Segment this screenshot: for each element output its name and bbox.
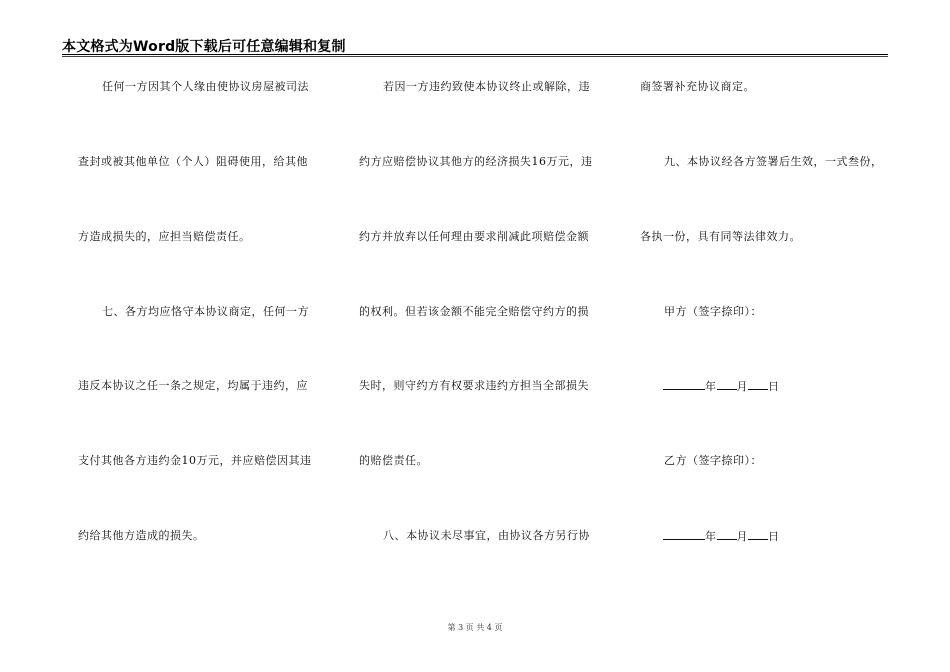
year-blank [663,529,705,540]
text-line: 查封或被其他单位（个人）阻碍使用，给其他 [78,155,308,168]
year-label: 年 [705,380,717,393]
day-blank [748,529,768,540]
text-line: 方造成损失的，应担当赔偿责任。 [78,230,251,243]
text-line: 约给其他方造成的损失。 [78,529,205,542]
text-line: 约方并放弃以任何理由要求削减此项赔偿金额 [359,230,589,243]
month-blank [717,379,737,390]
day-label: 日 [768,530,780,543]
header-divider-thin [62,56,888,57]
text-line: 若因一方违约致使本协议终止或解除，违 [383,80,590,93]
text-line: 约方应赔偿协议其他方的经济损失16万元，违 [359,155,593,168]
text-line: 八、本协议未尽事宜，由协议各方另行协 [383,529,590,542]
day-blank [748,379,768,390]
month-label: 月 [736,380,748,393]
text-line: 的赔偿责任。 [359,454,428,467]
text-line: 各执一份，具有同等法律效力。 [640,230,801,243]
year-label: 年 [705,530,717,543]
party-a-signature-label: 甲方（签字捺印）： [664,305,762,318]
text-line: 违反本协议之任一条之规定，均属于违约，应 [78,379,308,392]
party-b-signature-label: 乙方（签字捺印）： [664,454,762,467]
text-line: 七、各方均应恪守本协议商定，任何一方 [102,305,309,318]
text-line: 任何一方因其个人缘由使协议房屋被司法 [102,80,309,93]
text-line: 商签署补充协议商定。 [640,80,755,93]
text-line: 的权利。但若该金额不能完全赔偿守约方的损 [359,305,589,318]
text-line: 支付其他各方违约金10万元，并应赔偿因其违 [78,454,312,467]
month-blank [717,529,737,540]
text-line: 九、本协议经各方签署后生效，一式叁份， [664,155,883,168]
year-blank [663,379,705,390]
month-label: 月 [736,530,748,543]
page-header-title: 本文格式为Word版下载后可任意编辑和复制 [62,39,346,55]
day-label: 日 [768,380,780,393]
party-a-date-line [640,379,780,394]
page-number: 第 3 页 共 4 页 [447,623,503,632]
header-divider [62,54,888,55]
text-line: 失时，则守约方有权要求违约方担当全部损失 [359,379,589,392]
party-b-date-line [640,529,780,544]
